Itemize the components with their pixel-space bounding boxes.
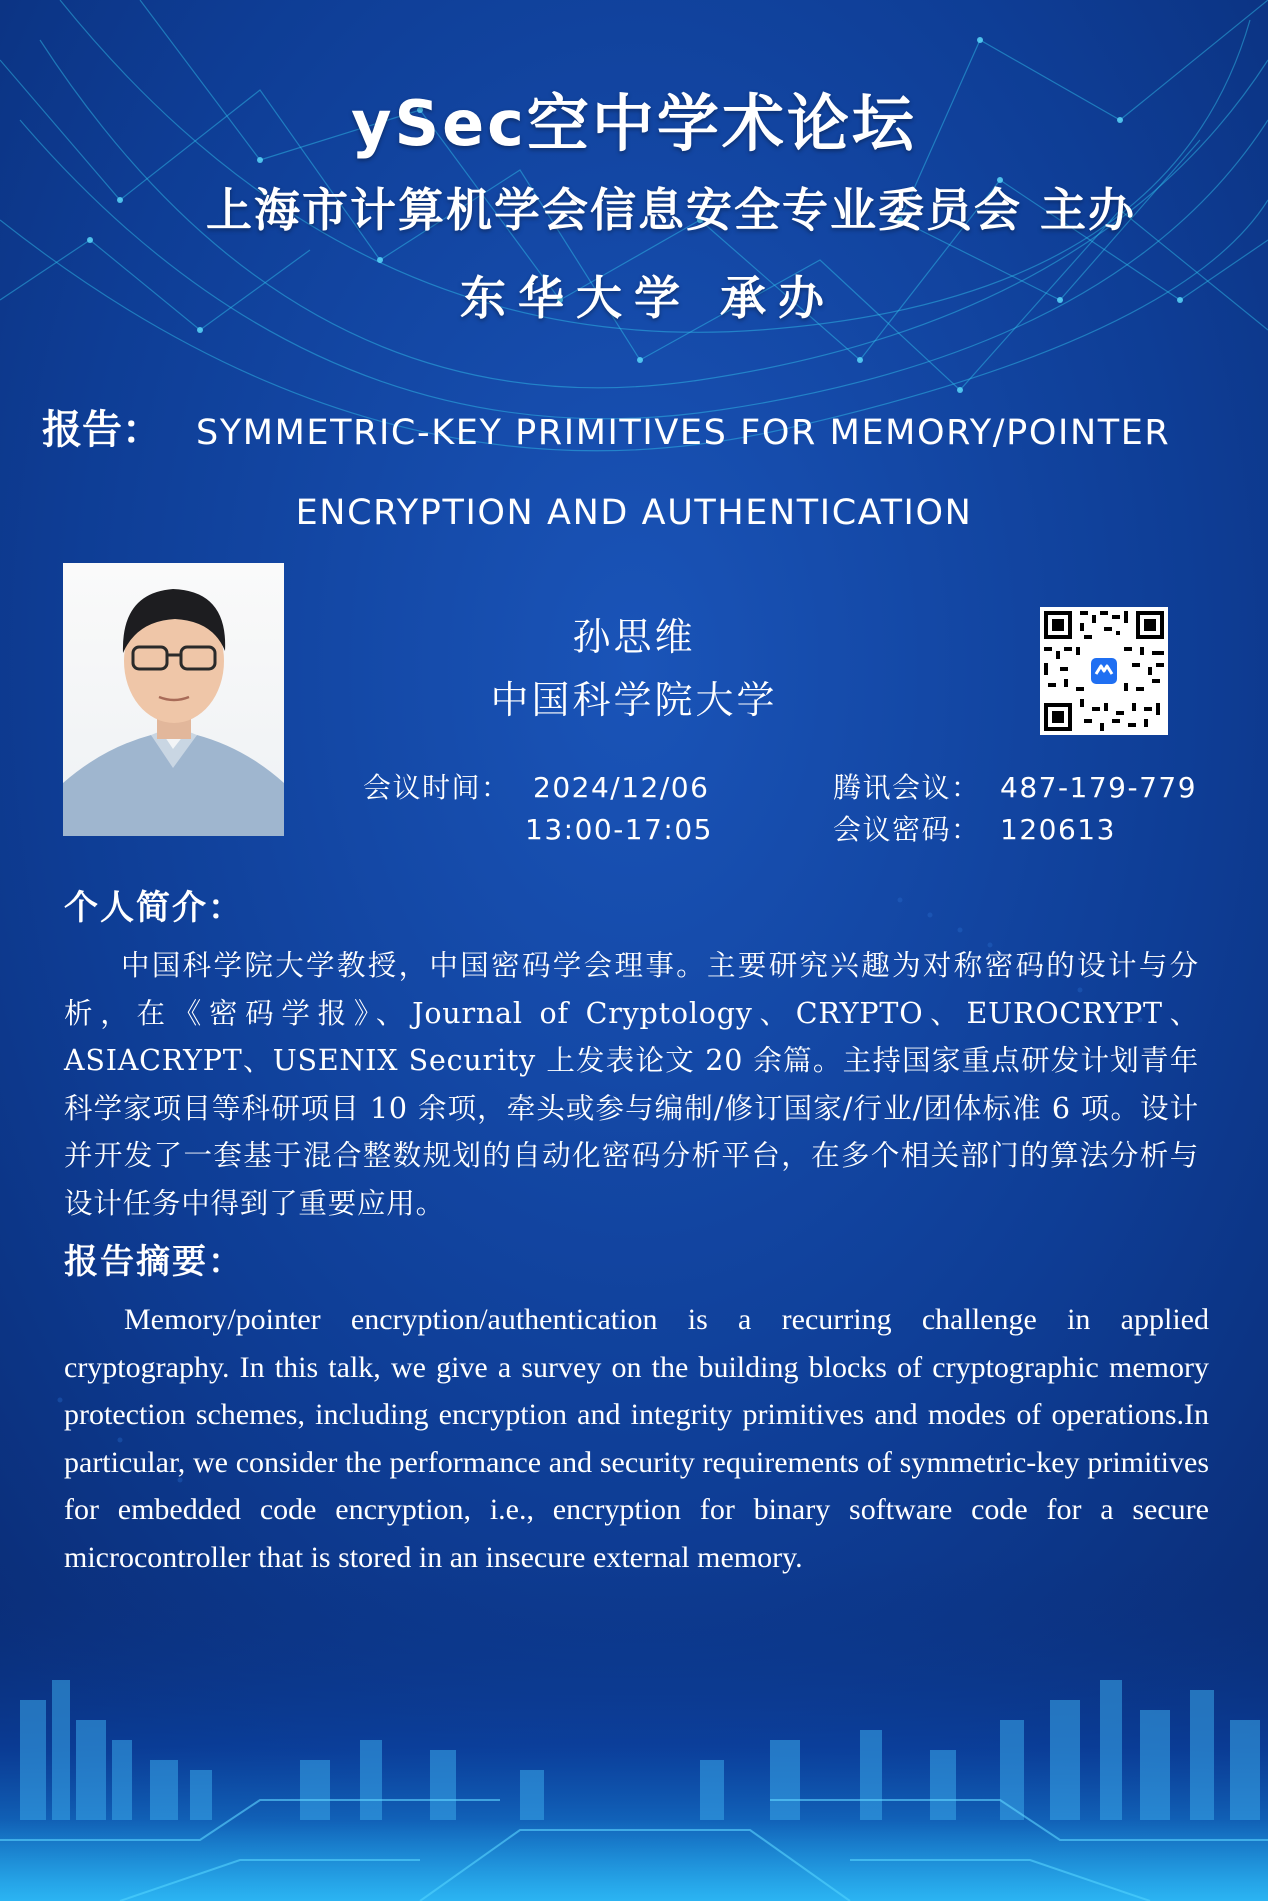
meeting-password: 120613 [1000,813,1116,846]
forum-title: ySec空中学术论坛 [351,87,917,160]
bio-heading: 个人简介： [64,888,244,928]
abstract-heading: 报告摘要： [64,1242,244,1282]
qr-code-icon[interactable] [1040,607,1168,735]
tencent-meeting-label: 腾讯会议： [833,771,981,804]
meeting-password-label: 会议密码： [833,813,981,846]
organizer-line: 东华大学 承办 [460,271,837,325]
host-line: 上海市计算机学会信息安全专业委员会 主办 [206,183,1137,237]
tencent-meeting-logo-icon [1088,655,1120,687]
report-label: 报告： [42,407,162,453]
tencent-meeting-id: 487-179-779 [1000,771,1198,804]
meeting-time-range: 13:00-17:05 [525,813,713,846]
report-title-line2: ENCRYPTION AND AUTHENTICATION [295,493,973,533]
bio-text: 中国科学院大学教授，中国密码学会理事。主要研究兴趣为对称密码的设计与分析，在《密码学报》、Journal of Cryptology、CRYPTO、EUROCRYPT、ASIACRYPT、USENIX Security 上发表论文 20 余篇。主持国家重点研发计划青年科学家项目等科研项目 10 余项，牵头或参与编制/修订国家/行业/团体标准 6 项。设计并开发了一套基于混合整数规划的自动化密码分析平台，在多个相关部门的算法分析与设计任务中得到了重要应用。 [64,949,1199,1220]
meeting-time-label: 会议时间： [363,771,511,804]
speaker-name: 孙思维 [572,615,696,659]
report-title-line1: SYMMETRIC-KEY PRIMITIVES FOR MEMORY/POINTER [196,413,1171,453]
meeting-date: 2024/12/06 [533,771,710,804]
abstract-text: Memory/pointer encryption/authentication is a recurring challenge in applied cryptography. In this talk, we give a survey on the building blocks of cryptographic memory protection schemes, including encryption and integrity primitives and modes of operations.In particular, we consider the performance and security requirements of symmetric-key primitives for embedded code encryption, i.e., encryption for binary software code for a secure microcontroller that is stored in an insecure external memory. [64,1303,1209,1574]
speaker-affiliation: 中国科学院大学 [490,678,778,722]
